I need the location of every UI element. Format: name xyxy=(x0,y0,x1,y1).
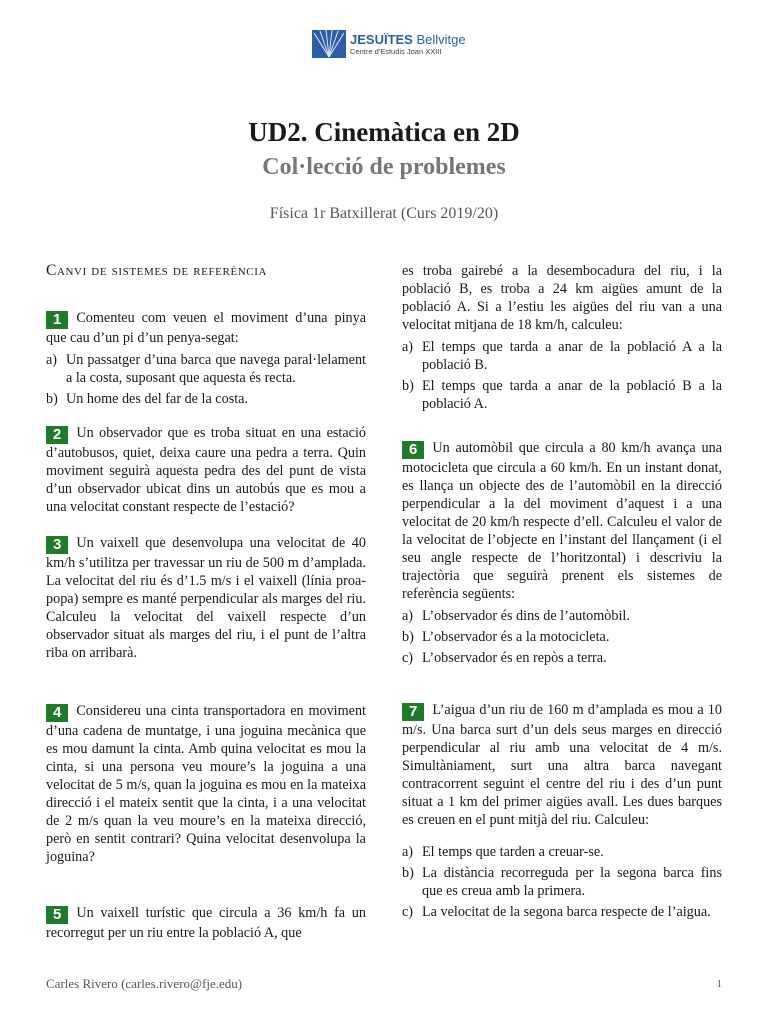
item-text: El temps que tarda a anar de la població B a la població A. xyxy=(422,378,722,412)
problem-text: Considereu una cinta transportadora en moviment d’una cadena de muntatge, i una joguina mecànica que es mou damunt la cinta. Amb quina velocitat es mou la cinta, si una persona veu moure’s la joguina a una velocitat de 5 m/s, quan la joguina es mou en la mateixa direcció i el mateix sentit que la cinta, i a una velocitat de 2 m/s quan la veu moure’s en la mateixa direcció, però en sentit contrari? Quina velocitat desenvolupa la joguina? xyxy=(46,703,366,865)
problem-number: 2 xyxy=(46,426,68,444)
list-item xyxy=(402,338,722,374)
list-item xyxy=(402,377,722,413)
problem-6 xyxy=(402,439,722,667)
problem-2 xyxy=(46,424,366,516)
section-title: Canvi de sistemes de referència xyxy=(46,262,268,279)
document-subtitle: Col·lecció de problemes xyxy=(262,154,506,180)
list-item xyxy=(402,843,722,861)
list-item xyxy=(46,351,366,387)
problem-3 xyxy=(46,534,366,662)
logo-shell-icon xyxy=(312,30,346,58)
item-label: a) xyxy=(402,339,414,355)
item-label: b) xyxy=(46,391,58,407)
problem-text: L’aigua d’un riu de 160 m d’amplada es mou a 10 m/s. Una barca surt d’un dels seus marges en direcció perpendicular al riu amb una velocitat de 4 m/s. Simultàniament, surt una altra barca navegant contracorrent seguint el centre del riu i des d’un punt situat a 1 km del primer aigües avall. Les dues barques es creuen en el punt mitjà del riu. Calculeu: xyxy=(402,702,722,828)
item-text: La velocitat de la segona barca respecte de l’aigua. xyxy=(422,904,711,920)
problem-4 xyxy=(46,702,366,866)
item-label: a) xyxy=(402,844,414,860)
problem-text: Un automòbil que circula a 80 km/h avança una motocicleta que circula a 60 km/h. En un instant donat, es llança un objecte des de l’automòbil en la direcció perpendicular a la del moviment d’aquest i a una velocitat de 20 km/h respecte d’ell. Calculeu el valor de la velocitat de l’objecte en l’instant del llançament (i el seu angle respecte de l’horitzontal) i descriviu la trajectòria que seguirà prenent els sistemes de referència següents: xyxy=(402,440,722,602)
list-item xyxy=(402,607,722,625)
list-item xyxy=(402,903,722,921)
course-line: Física 1r Batxillerat (Curs 2019/20) xyxy=(269,205,499,222)
item-text: Un passatger d’una barca que navega paral·lelament a la costa, suposant que aquesta és recta. xyxy=(66,352,366,386)
problem-number: 4 xyxy=(46,704,68,722)
list-item xyxy=(402,864,722,900)
problem-5 xyxy=(46,904,366,942)
logo-subtitle: Centre d'Estudis Joan XXIII xyxy=(350,46,442,56)
school-logo xyxy=(312,26,466,62)
problem-number: 7 xyxy=(402,703,424,721)
list-item xyxy=(402,649,722,667)
item-label: b) xyxy=(402,865,414,881)
item-label: c) xyxy=(402,904,414,920)
right-column xyxy=(402,262,722,924)
item-text: El temps que tarda a anar de la població A a la població B. xyxy=(422,339,722,373)
item-text: L’observador és en repòs a terra. xyxy=(422,650,607,666)
problem-number: 1 xyxy=(46,311,68,329)
item-text: El temps que tarden a creuar-se. xyxy=(422,844,604,860)
item-text: La distància recorreguda per la segona barca fins que es creua amb la primera. xyxy=(422,865,722,899)
logo-name-bold: JESUÏTES xyxy=(350,31,413,47)
problem-items xyxy=(402,607,722,667)
footer-author: Carles Rivero (carles.rivero@fje.edu) xyxy=(46,976,243,991)
problem-number: 6 xyxy=(402,441,424,459)
item-label: b) xyxy=(402,378,414,394)
item-label: a) xyxy=(46,352,58,368)
problem-text: Un observador que es troba situat en una estació d’autobusos, quiet, deixa caure una pedra a terra. Quin moviment seguirà aquesta pedra des del punt de vista d’un observador ubicat dins un autobús que es mou a una velocitat constant respecte de l’estació? xyxy=(46,425,366,515)
logo-name-rest: Bellvitge xyxy=(412,31,466,47)
problem-text: es troba gairebé a la desembocadura del riu, i la població B, es troba a 24 km aigües amunt de la població A. Si a l’estiu les aigües del riu van a una velocitat mitjana de 18 km/h, calculeu: xyxy=(402,263,722,333)
problem-items xyxy=(402,843,722,921)
item-text: Un home des del far de la costa. xyxy=(66,391,249,407)
problem-7 xyxy=(402,701,722,921)
logo-name xyxy=(350,33,466,46)
problem-5-continued xyxy=(402,262,722,413)
document-title: UD2. Cinemàtica en 2D xyxy=(248,117,520,147)
item-text: L’observador és a la motocicleta. xyxy=(422,629,610,645)
problem-text: Comenteu com veuen el moviment d’una pinya que cau d’un pi d’un penya-segat: xyxy=(46,310,366,346)
left-column xyxy=(46,262,366,942)
problem-number: 3 xyxy=(46,536,68,554)
list-item xyxy=(46,390,366,408)
problem-items xyxy=(402,338,722,413)
problem-text: Un vaixell que desenvolupa una velocitat de 40 km/h s’utilitza per travessar un riu de 500 m d’amplada. La velocitat del riu és d’1.5 m/s i el vaixell (línia proa-popa) sempre es manté perpendicular als marges del riu. Calculeu la velocitat del vaixell respecte d’un observador situat als marges del riu, i el punt de l’altra riba on arribarà. xyxy=(46,535,366,661)
problem-1 xyxy=(46,309,366,408)
item-text: L’observador és dins de l’automòbil. xyxy=(422,608,630,624)
item-label: c) xyxy=(402,650,414,666)
item-label: a) xyxy=(402,608,414,624)
problem-text: Un vaixell turístic que circula a 36 km/h fa un recorregut per un riu entre la població A, que xyxy=(46,905,366,941)
problem-number: 5 xyxy=(46,906,68,924)
list-item xyxy=(402,628,722,646)
page-number: 1 xyxy=(716,978,722,990)
problem-items xyxy=(46,351,366,408)
item-label: b) xyxy=(402,629,414,645)
